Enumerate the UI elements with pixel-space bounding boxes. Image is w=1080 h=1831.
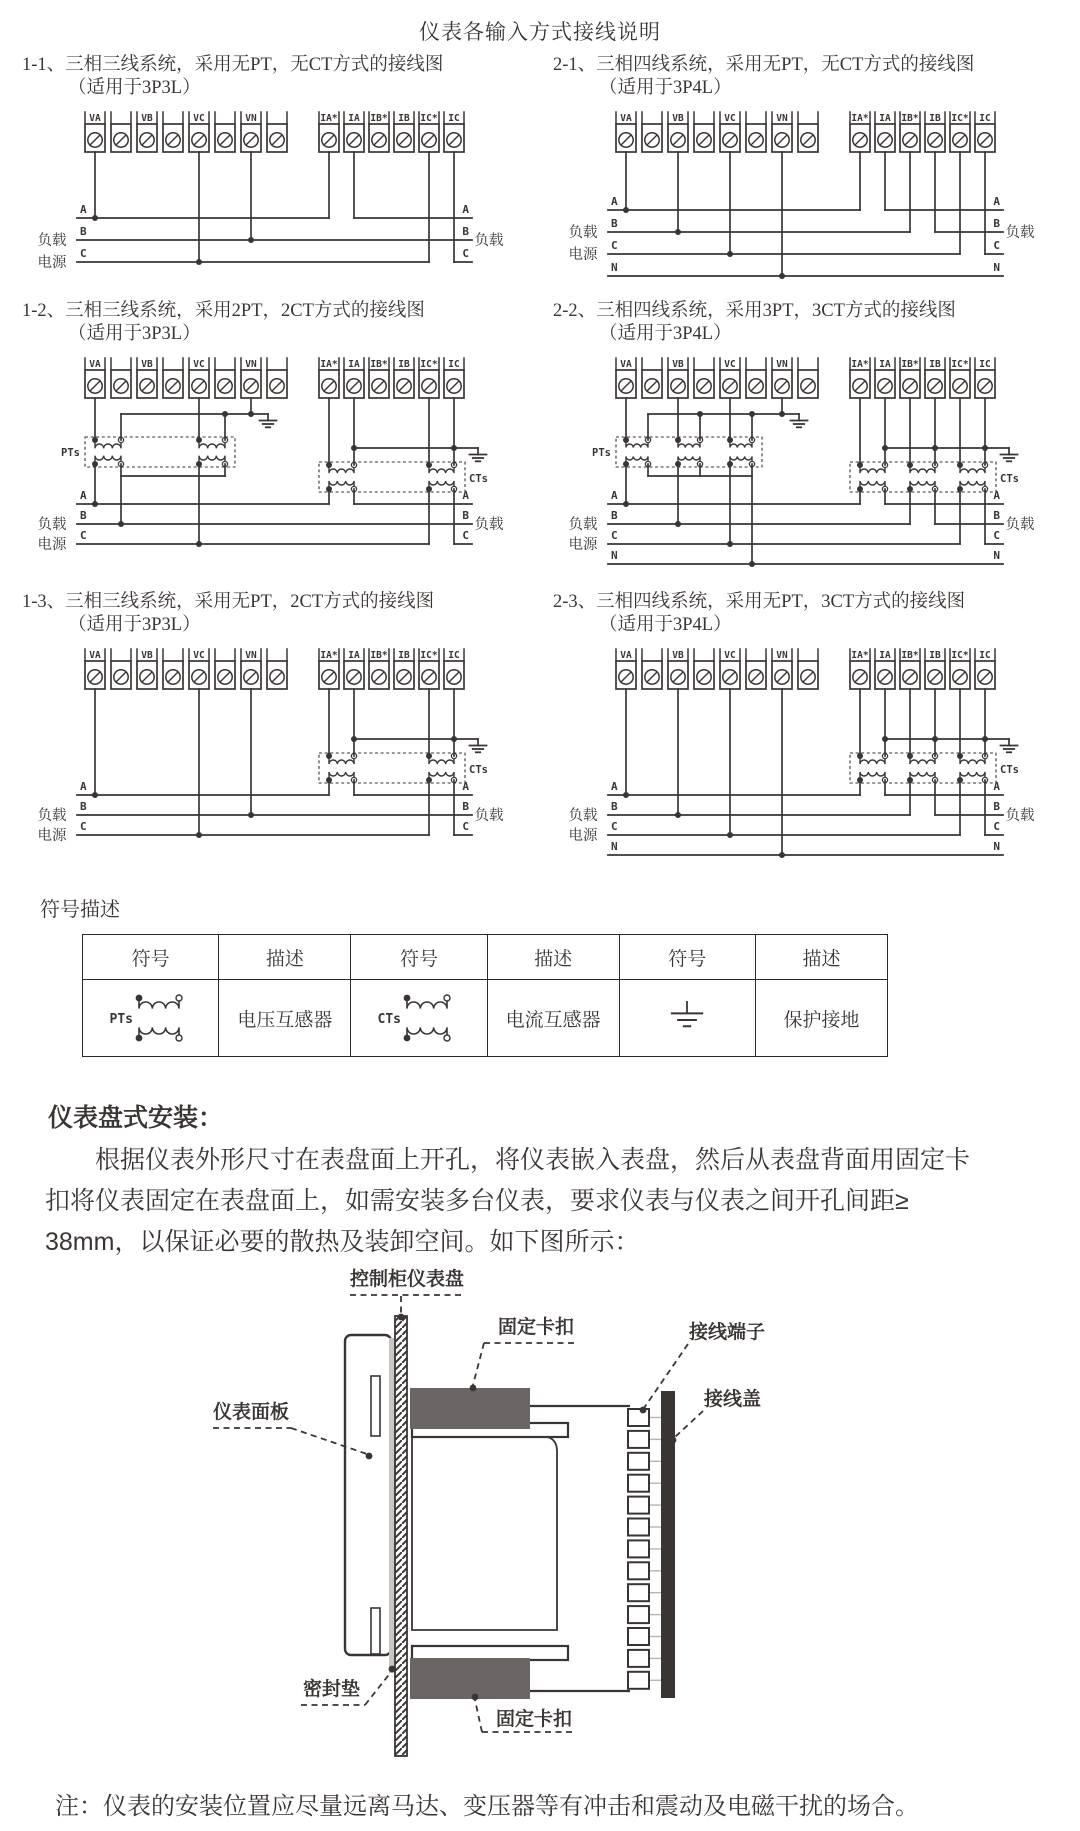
diagram-cell-2-1: [553, 54, 1058, 296]
installation-figure: [185, 1258, 805, 1763]
svg-text:A: A: [611, 489, 618, 502]
svg-text:C: C: [611, 239, 618, 252]
svg-text:固定卡扣: 固定卡扣: [496, 1709, 573, 1730]
svg-text:VB: VB: [141, 113, 153, 124]
diagram-title: 2-2、三相四线系统，采用3PT，3CT方式的接线图: [553, 301, 956, 321]
svg-text:VN: VN: [776, 359, 788, 370]
svg-text:A: A: [462, 489, 469, 502]
diagram-cell-1-2: [22, 300, 527, 587]
svg-text:VA: VA: [89, 650, 101, 661]
diagram-subtitle: （适用于3P4L）: [599, 77, 732, 98]
svg-text:IC: IC: [448, 650, 460, 661]
svg-text:PTs: PTs: [61, 447, 80, 459]
svg-text:接线端子: 接线端子: [689, 1322, 766, 1343]
svg-text:VB: VB: [141, 359, 153, 370]
svg-text:B: B: [462, 225, 469, 238]
wiring-diagram-1-3: [22, 643, 527, 878]
svg-text:负载: 负载: [474, 517, 504, 533]
ground-description: 保护接地: [756, 980, 888, 1057]
svg-text:负载: 负载: [474, 808, 504, 824]
svg-text:IB: IB: [398, 359, 410, 370]
svg-text:IA: IA: [348, 650, 360, 661]
svg-text:C: C: [993, 529, 1000, 542]
diagram-cell-1-1: [22, 54, 527, 296]
diagram-cell-2-2: [553, 300, 1058, 587]
ct-symbol-icon: [351, 980, 487, 1057]
svg-text:仪表面板: 仪表面板: [213, 1402, 290, 1423]
col-desc: 描述: [219, 935, 351, 980]
svg-text:B: B: [993, 217, 1000, 230]
svg-text:CTs: CTs: [469, 764, 488, 776]
paragraph-line: 根据仪表外形尺寸在表盘面上开孔，将仪表嵌入表盘，然后从表盘背面用固定卡: [95, 1146, 971, 1174]
diagram-heading: [22, 300, 527, 346]
svg-text:接线盖: 接线盖: [704, 1389, 762, 1410]
svg-text:N: N: [611, 840, 618, 853]
wiring-diagram-svg: [553, 643, 1039, 878]
svg-text:N: N: [611, 261, 618, 274]
ct-description: 电流互感器: [487, 980, 619, 1057]
meter-front-panel: [345, 1335, 391, 1655]
svg-text:电源: 电源: [37, 828, 67, 844]
svg-text:C: C: [80, 247, 87, 260]
svg-text:IC*: IC*: [951, 113, 969, 124]
svg-text:IB: IB: [398, 650, 410, 661]
diagram-heading: [553, 300, 1058, 346]
pt-description: 电压互感器: [219, 980, 351, 1057]
cabinet-panel-cut: [395, 1316, 407, 1756]
svg-text:IB*: IB*: [370, 359, 388, 370]
svg-text:C: C: [611, 529, 618, 542]
svg-text:A: A: [462, 780, 469, 793]
svg-text:VC: VC: [193, 113, 205, 124]
svg-text:PTs: PTs: [109, 1012, 133, 1027]
svg-text:VB: VB: [672, 650, 684, 661]
svg-text:IC*: IC*: [420, 650, 438, 661]
pt-symbol-icon: [83, 980, 219, 1057]
svg-text:VA: VA: [89, 113, 101, 124]
svg-text:IB*: IB*: [370, 650, 388, 661]
svg-text:电源: 电源: [568, 537, 598, 553]
paragraph-line: 扣将仪表固定在表盘面上，如需安装多台仪表，要求仪表与仪表之间开孔间距≥: [45, 1187, 909, 1215]
svg-text:C: C: [993, 239, 1000, 252]
svg-text:B: B: [611, 509, 618, 522]
col-symbol: 符号: [351, 935, 487, 980]
svg-text:C: C: [462, 529, 469, 542]
svg-text:C: C: [462, 247, 469, 260]
svg-text:IC*: IC*: [951, 359, 969, 370]
svg-text:IB: IB: [929, 650, 941, 661]
svg-text:B: B: [611, 800, 618, 813]
svg-text:IA*: IA*: [851, 359, 869, 370]
svg-text:电源: 电源: [37, 255, 67, 271]
svg-text:C: C: [611, 820, 618, 833]
diagram-heading: [553, 54, 1058, 100]
svg-text:IC*: IC*: [420, 359, 438, 370]
svg-text:IA: IA: [879, 359, 891, 370]
page-title: 仪表各输入方式接线说明: [419, 20, 661, 44]
svg-text:IB: IB: [929, 359, 941, 370]
wiring-diagram-svg: [22, 352, 508, 587]
svg-text:C: C: [462, 820, 469, 833]
col-symbol: 符号: [619, 935, 755, 980]
svg-text:电源: 电源: [568, 247, 598, 263]
svg-text:电源: 电源: [37, 537, 67, 553]
diagram-title: 2-3、三相四线系统，采用无PT，3CT方式的接线图: [553, 592, 966, 612]
svg-text:VA: VA: [620, 359, 632, 370]
svg-text:B: B: [462, 509, 469, 522]
diagram-subtitle: （适用于3P4L）: [599, 614, 732, 635]
svg-text:IB: IB: [929, 113, 941, 124]
ground-symbol-icon: [619, 980, 755, 1057]
svg-text:负载: 负载: [37, 517, 67, 533]
svg-text:IB*: IB*: [901, 650, 919, 661]
svg-text:CTs: CTs: [469, 473, 488, 485]
diagram-subtitle: （适用于3P4L）: [599, 323, 732, 344]
svg-text:VC: VC: [724, 359, 736, 370]
svg-text:B: B: [611, 217, 618, 230]
svg-text:VB: VB: [672, 113, 684, 124]
svg-text:CTs: CTs: [1000, 473, 1019, 485]
col-desc: 描述: [487, 935, 619, 980]
svg-text:IC: IC: [979, 650, 991, 661]
svg-text:IC: IC: [448, 113, 460, 124]
svg-text:B: B: [462, 800, 469, 813]
svg-text:A: A: [462, 203, 469, 216]
svg-text:B: B: [993, 509, 1000, 522]
svg-text:A: A: [993, 780, 1000, 793]
svg-text:B: B: [993, 800, 1000, 813]
svg-text:负载: 负载: [1005, 808, 1035, 824]
svg-text:VB: VB: [672, 359, 684, 370]
fixing-clip-bottom: [410, 1658, 530, 1699]
svg-text:IC: IC: [979, 113, 991, 124]
symbol-table: [82, 934, 888, 1057]
svg-text:VA: VA: [620, 650, 632, 661]
footnote: 注：仪表的安装位置应尽量远离马达、变压器等有冲击和震动及电磁干扰的场合。: [55, 1793, 919, 1820]
wiring-diagram-svg: [22, 106, 508, 296]
diagram-heading: [22, 591, 527, 637]
svg-text:IC*: IC*: [951, 650, 969, 661]
diagram-cell-2-3: [553, 591, 1058, 878]
svg-text:IA: IA: [348, 359, 360, 370]
diagram-title: 1-1、三相三线系统，采用无PT，无CT方式的接线图: [22, 55, 444, 75]
diagram-title: 2-1、三相四线系统，采用无PT，无CT方式的接线图: [553, 55, 975, 75]
svg-text:VN: VN: [245, 359, 257, 370]
svg-text:固定卡扣: 固定卡扣: [498, 1317, 575, 1338]
wiring-diagram-svg: [553, 352, 1039, 587]
svg-text:负载: 负载: [568, 808, 598, 824]
svg-text:N: N: [993, 261, 1000, 274]
diagram-heading: [22, 54, 527, 100]
svg-text:VN: VN: [245, 113, 257, 124]
svg-text:B: B: [80, 800, 87, 813]
svg-text:C: C: [80, 820, 87, 833]
diagram-subtitle: （适用于3P3L）: [68, 323, 201, 344]
svg-text:IA*: IA*: [851, 113, 869, 124]
svg-text:A: A: [80, 780, 87, 793]
svg-text:CTs: CTs: [1000, 764, 1019, 776]
svg-text:IB*: IB*: [901, 359, 919, 370]
svg-text:负载: 负载: [37, 233, 67, 249]
svg-text:CTs: CTs: [377, 1012, 401, 1027]
svg-text:负载: 负载: [1005, 517, 1035, 533]
svg-text:IA: IA: [348, 113, 360, 124]
svg-text:A: A: [80, 203, 87, 216]
svg-text:N: N: [993, 549, 1000, 562]
svg-text:B: B: [80, 509, 87, 522]
svg-text:VA: VA: [620, 113, 632, 124]
wiring-diagrams-grid: [22, 54, 1058, 878]
svg-text:A: A: [993, 489, 1000, 502]
diagram-subtitle: （适用于3P3L）: [68, 77, 201, 98]
svg-text:IC*: IC*: [420, 113, 438, 124]
wiring-diagram-svg: [22, 643, 508, 878]
svg-text:IB*: IB*: [370, 113, 388, 124]
svg-text:IA*: IA*: [320, 650, 338, 661]
svg-text:N: N: [993, 840, 1000, 853]
svg-text:VC: VC: [193, 359, 205, 370]
svg-text:VC: VC: [724, 650, 736, 661]
col-desc: 描述: [756, 935, 888, 980]
svg-text:电源: 电源: [568, 828, 598, 844]
svg-text:N: N: [611, 549, 618, 562]
wiring-diagram-svg: [553, 106, 1039, 296]
svg-text:负载: 负载: [1005, 225, 1035, 241]
svg-text:A: A: [993, 195, 1000, 208]
diagram-title: 1-2、三相三线系统，采用2PT，2CT方式的接线图: [22, 301, 425, 321]
svg-text:PTs: PTs: [592, 447, 611, 459]
svg-text:C: C: [993, 820, 1000, 833]
svg-text:IC: IC: [448, 359, 460, 370]
svg-text:A: A: [611, 780, 618, 793]
diagram-heading: [553, 591, 1058, 637]
svg-text:IA: IA: [879, 113, 891, 124]
svg-text:VC: VC: [193, 650, 205, 661]
svg-text:VC: VC: [724, 113, 736, 124]
svg-text:B: B: [80, 225, 87, 238]
symbol-section-heading: 符号描述: [40, 899, 120, 921]
svg-text:密封垫: 密封垫: [303, 1679, 361, 1700]
diagram-subtitle: （适用于3P3L）: [68, 614, 201, 635]
installation-paragraph: [45, 1140, 1045, 1263]
installation-figure-svg: [185, 1258, 805, 1763]
svg-text:VN: VN: [245, 650, 257, 661]
wiring-diagram-2-1: [553, 106, 1058, 296]
svg-text:A: A: [80, 489, 87, 502]
svg-text:负载: 负载: [474, 233, 504, 249]
svg-text:IA: IA: [879, 650, 891, 661]
wiring-diagram-1-1: [22, 106, 527, 296]
meter-body: [412, 1436, 557, 1630]
svg-text:IA*: IA*: [320, 113, 338, 124]
svg-text:负载: 负载: [37, 808, 67, 824]
wiring-diagram-2-2: [553, 352, 1058, 587]
svg-text:VN: VN: [776, 650, 788, 661]
svg-text:IA*: IA*: [320, 359, 338, 370]
svg-text:A: A: [611, 195, 618, 208]
svg-text:VB: VB: [141, 650, 153, 661]
svg-text:C: C: [80, 529, 87, 542]
symbol-table-row: [83, 980, 888, 1057]
svg-text:负载: 负载: [568, 225, 598, 241]
svg-text:控制柜仪表盘: 控制柜仪表盘: [350, 1269, 465, 1290]
col-symbol: 符号: [83, 935, 219, 980]
installation-heading: 仪表盘式安装：: [48, 1104, 224, 1132]
symbol-table-header-row: [83, 935, 888, 980]
svg-text:VN: VN: [776, 113, 788, 124]
paragraph-line: 38mm，以保证必要的散热及装卸空间。如下图所示：: [45, 1228, 640, 1256]
diagram-cell-1-3: [22, 591, 527, 878]
svg-text:IB*: IB*: [901, 113, 919, 124]
wiring-diagram-1-2: [22, 352, 527, 587]
fixing-clip-top: [410, 1388, 530, 1429]
svg-text:IA*: IA*: [851, 650, 869, 661]
wiring-diagram-2-3: [553, 643, 1058, 878]
svg-text:IC: IC: [979, 359, 991, 370]
svg-text:IB: IB: [398, 113, 410, 124]
diagram-title: 1-3、三相三线系统，采用无PT，2CT方式的接线图: [22, 592, 435, 612]
svg-text:负载: 负载: [568, 517, 598, 533]
svg-text:VA: VA: [89, 359, 101, 370]
